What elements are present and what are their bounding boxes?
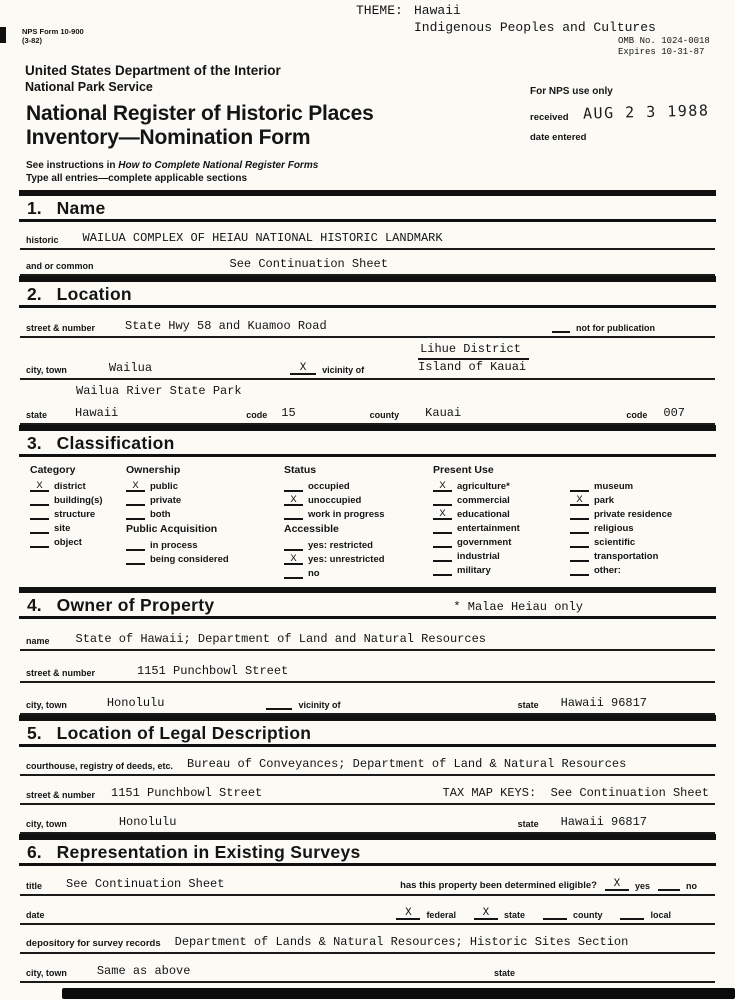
name-label: name [26, 636, 50, 646]
historic-label: historic [26, 235, 59, 245]
checkbox-in-process: in process [126, 539, 284, 551]
field-state-code-county [20, 401, 715, 425]
yes-label: yes [634, 881, 650, 891]
vicinity-group [290, 363, 364, 375]
section-number: 1. [27, 198, 42, 218]
street-label: street & number [26, 323, 96, 333]
field-street-number [20, 308, 715, 338]
checkbox-blank [284, 481, 303, 492]
checkbox-being-considered: being considered [126, 553, 284, 565]
city-label: city, town [26, 365, 67, 375]
checkbox-blank [570, 565, 589, 576]
checkbox-blank [30, 537, 49, 548]
eligible-yes [605, 879, 650, 891]
level-county [543, 908, 603, 920]
county-checkbox [543, 908, 567, 920]
local-checkbox [620, 908, 644, 920]
present-use-column-1 [433, 464, 570, 581]
code2-value: 007 [663, 406, 685, 420]
checkbox-blank [433, 523, 452, 534]
checkbox-blank: X [433, 481, 452, 492]
city-label: city, town [26, 968, 67, 978]
checkbox-blank [126, 495, 145, 506]
level-federal [396, 908, 456, 920]
field-state-park-line [20, 380, 715, 401]
section-1-title-row [0, 196, 735, 219]
section-title: Representation in Existing Surveys [56, 842, 361, 862]
category-column [30, 464, 126, 581]
form-revision: (3-82) [22, 35, 43, 45]
owner-note: * Malae Heiau only [453, 600, 583, 614]
section-title: Name [56, 198, 106, 218]
not-for-publication-label: not for publication [576, 323, 655, 333]
omb-expires: Expires 10-31-87 [618, 47, 705, 57]
theme-label: THEME: [356, 3, 403, 18]
checkbox-blank: X [126, 481, 145, 492]
form-number: NPS Form 10-900 [22, 27, 84, 36]
classification-grid [20, 457, 715, 587]
checkbox-blank: X [570, 495, 589, 506]
owner-city-value: Honolulu [106, 696, 165, 710]
section-4-title-row [0, 593, 735, 616]
street-value: State Hwy 58 and Kuamoo Road [125, 319, 327, 333]
section-5-legal [0, 715, 735, 834]
form-header [0, 0, 735, 190]
section-2-title-row [0, 282, 735, 305]
section-title: Classification [56, 433, 175, 453]
depository-value: Department of Lands & Natural Resources; Historic Sites Section [174, 935, 629, 949]
field-historic-name [20, 222, 715, 250]
category-header: Category [30, 464, 76, 476]
checkbox-blank [433, 551, 452, 562]
present-use-header-spacer [570, 464, 672, 477]
checkbox-occupied: occupied [284, 480, 433, 492]
checkbox-unoccupied: X unoccupied [284, 494, 433, 506]
owner-street-value: 1151 Punchbowl Street [137, 664, 289, 678]
date-label: date [26, 910, 45, 920]
not-for-publication-blank [552, 321, 570, 333]
island-value: Island of Kauai [418, 360, 527, 374]
checkbox-public: X public [126, 480, 284, 492]
state-label: state [26, 410, 48, 420]
form-title-line1: National Register of Historic Places [26, 102, 374, 125]
field-legal-city [20, 805, 715, 834]
code-value: 15 [281, 406, 296, 420]
section-3-classification [0, 425, 735, 587]
public-acquisition-header: Public Acquisition [126, 523, 218, 535]
district-value: Lihue District [418, 342, 529, 360]
code2-label: code [626, 410, 648, 420]
omb-number: OMB No. 1024-0018 [618, 36, 710, 46]
vicinity-label: vicinity of [298, 700, 341, 710]
section-number: 5. [27, 723, 42, 743]
department-title: United States Department of the Interior [25, 63, 281, 78]
checkbox-blank [570, 537, 589, 548]
checkbox-no: no [284, 567, 433, 579]
checkbox-museum: museum [570, 480, 672, 492]
nps-use-box [530, 86, 720, 143]
code-label: code [246, 410, 268, 420]
owner-state-group [518, 696, 647, 710]
not-for-publication-group [552, 321, 655, 333]
checkbox-blank [570, 481, 589, 492]
section-number: 4. [27, 595, 42, 615]
section-2-location [0, 276, 735, 425]
county-level-label: county [572, 910, 603, 920]
survey-title-value: See Continuation Sheet [66, 877, 225, 891]
state-label: state [517, 700, 539, 710]
present-use-header: Present Use [433, 464, 494, 476]
owner-name-value: State of Hawaii; Department of Land and Natural Resources [75, 632, 486, 646]
checkbox-blank [126, 509, 145, 520]
section-6-title-row [0, 840, 735, 863]
section-number: 6. [27, 842, 42, 862]
eligible-group [400, 879, 697, 891]
owner-state-value: Hawaii 96817 [560, 696, 647, 710]
form-number-block [22, 28, 84, 45]
state-level-label: state [503, 910, 525, 920]
checkbox-blank [284, 509, 303, 520]
checkbox-park: X park [570, 494, 672, 506]
vicinity-label: vicinity of [322, 365, 365, 375]
form-title-line2: Inventory—Nomination Form [26, 126, 311, 149]
section-title: Location of Legal Description [56, 723, 312, 743]
no-checkbox [658, 879, 680, 891]
historic-value: WAILUA COMPLEX OF HEIAU NATIONAL HISTORIC LANDMARK [82, 231, 443, 245]
received-date-stamp: AUG 2 3 1988 [582, 101, 710, 123]
checkbox-blank [30, 495, 49, 506]
agency-title: National Park Service [25, 80, 153, 94]
no-label: no [686, 881, 697, 891]
status-column [284, 464, 433, 581]
theme-block [356, 3, 656, 35]
courthouse-label: courthouse, registry of deeds, etc. [26, 761, 174, 771]
checkbox-entertainment: entertainment [433, 522, 570, 534]
depository-label: depository for survey records [26, 938, 161, 949]
checkbox-educational: X educational [433, 508, 570, 520]
checkbox-agriculture: X agriculture* [433, 480, 570, 492]
checkbox-structure: structure [30, 508, 126, 520]
legal-state-group [518, 815, 647, 829]
street-label: street & number [26, 668, 96, 678]
level-state [474, 908, 525, 920]
section-5-title-row [0, 721, 735, 744]
vicinity-checkbox: X [290, 363, 316, 375]
county-label: county [369, 410, 400, 420]
vicinity-checkbox [266, 698, 292, 710]
city-label: city, town [26, 819, 67, 829]
section-1-name [0, 190, 735, 276]
eligible-no [658, 879, 697, 891]
common-value: See Continuation Sheet [229, 257, 388, 271]
legal-state-value: Hawaii 96817 [560, 815, 647, 829]
level-local [620, 908, 671, 920]
street-label: street & number [26, 790, 96, 800]
section-number: 3. [27, 433, 42, 453]
instructions-prefix: See instructions in [26, 160, 116, 171]
received-row [530, 103, 720, 123]
field-city-town [20, 338, 715, 380]
received-label: received [530, 112, 569, 123]
common-label: and or common [26, 261, 94, 271]
checkbox-blank [433, 537, 452, 548]
omb-block [618, 36, 710, 58]
state-label: state [517, 819, 539, 829]
field-legal-street [20, 776, 715, 805]
state-park-value: Wailua River State Park [76, 384, 242, 398]
accessible-header: Accessible [284, 523, 339, 535]
section-6-surveys [0, 834, 735, 983]
checkbox-site: site [30, 522, 126, 534]
checkbox-blank: X [433, 509, 452, 520]
district-island-stack [418, 342, 529, 375]
checkbox-private: private [126, 494, 284, 506]
scan-artifact-mark [0, 27, 6, 43]
checkbox-industrial: industrial [433, 550, 570, 562]
field-and-or-common [20, 250, 715, 276]
local-level-label: local [650, 910, 671, 920]
checkbox-scientific: scientific [570, 536, 672, 548]
field-survey-city [20, 954, 715, 983]
theme-value-line1: Hawaii [414, 3, 461, 18]
survey-levels-group [396, 908, 671, 920]
code2-group [626, 406, 685, 420]
checkbox-blank [126, 554, 145, 565]
section-number: 2. [27, 284, 42, 304]
section-3-title-row [0, 431, 735, 454]
checkbox-yes-restricted: yes: restricted [284, 539, 433, 551]
checkbox-private-residence: private residence [570, 508, 672, 520]
yes-checkbox: X [605, 879, 629, 891]
instructions-line1 [26, 160, 318, 171]
checkbox-blank [570, 523, 589, 534]
present-use-column-2 [570, 464, 672, 581]
checkbox-district: X district [30, 480, 126, 492]
owner-vicinity-group [266, 698, 340, 710]
field-courthouse [20, 747, 715, 776]
field-depository [20, 925, 715, 954]
theme-value-line2: Indigenous Peoples and Cultures [414, 20, 656, 35]
checkbox-buildings: building(s) [30, 494, 126, 506]
field-owner-street [20, 651, 715, 683]
section-title: Location [56, 284, 132, 304]
city-label: city, town [26, 700, 67, 710]
ownership-header: Ownership [126, 464, 181, 476]
checkbox-work-in-progress: work in progress [284, 508, 433, 520]
checkbox-transportation: transportation [570, 550, 672, 562]
ownership-column [126, 464, 284, 581]
eligible-question: has this property been determined eligible? [400, 880, 597, 891]
checkbox-blank [284, 568, 303, 579]
federal-checkbox: X [396, 908, 420, 920]
title-label: title [26, 881, 43, 891]
checkbox-blank [433, 565, 452, 576]
checkbox-blank [126, 540, 145, 551]
checkbox-blank: X [30, 481, 49, 492]
checkbox-blank [433, 495, 452, 506]
checkbox-blank [570, 551, 589, 562]
survey-city-value: Same as above [96, 964, 191, 978]
city-value: Wailua [108, 361, 153, 375]
status-header: Status [284, 464, 317, 476]
section-4-owner [0, 587, 735, 715]
checkbox-blank [570, 509, 589, 520]
checkbox-blank [284, 540, 303, 551]
field-owner-city [20, 683, 715, 715]
manual-title: How to Complete National Register Forms [118, 160, 319, 171]
section-title: Owner of Property [56, 595, 215, 615]
federal-label: federal [426, 910, 456, 920]
county-value: Kauai [425, 406, 462, 420]
field-owner-name [20, 619, 715, 651]
checkbox-blank [30, 509, 49, 520]
checkbox-object: object [30, 536, 126, 548]
date-entered-label: date entered [530, 132, 587, 143]
field-survey-date [20, 896, 715, 925]
checkbox-both: both [126, 508, 284, 520]
state-label: state [493, 968, 515, 978]
state-value: Hawaii [75, 406, 119, 420]
legal-city-value: Honolulu [118, 815, 177, 829]
checkbox-other: other: [570, 564, 672, 576]
state-checkbox: X [474, 908, 498, 920]
courthouse-value: Bureau of Conveyances; Department of Land & Natural Resources [187, 757, 627, 771]
checkbox-blank: X [284, 495, 303, 506]
checkbox-military: military [433, 564, 570, 576]
checkbox-blank: X [284, 554, 303, 565]
legal-street-value: 1151 Punchbowl Street [111, 786, 263, 800]
nps-use-only-label: For NPS use only [530, 86, 613, 97]
scan-artifact-bottom [62, 988, 735, 999]
checkbox-blank [30, 523, 49, 534]
instructions-line2: Type all entries—complete applicable sections [26, 173, 248, 184]
checkbox-yes-unrestricted: X yes: unrestricted [284, 553, 433, 565]
checkbox-commercial: commercial [433, 494, 570, 506]
tax-map-keys-value: TAX MAP KEYS: See Continuation Sheet [442, 786, 709, 800]
checkbox-religious: religious [570, 522, 672, 534]
field-survey-title [20, 866, 715, 896]
checkbox-government: government [433, 536, 570, 548]
